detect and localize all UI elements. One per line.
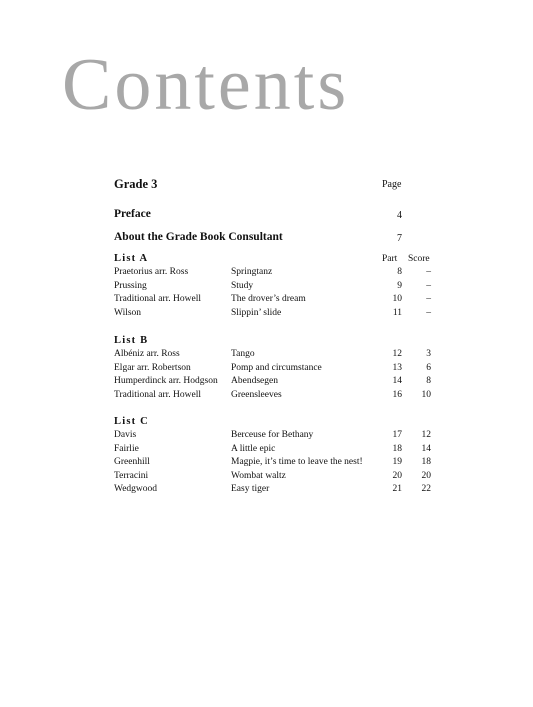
piece-row[interactable] [114,308,434,322]
list-heading: List C [114,416,149,427]
piece-row[interactable] [114,294,434,308]
piece-part-page: 10 [392,294,402,305]
piece-title: Slippin’ slide [231,307,282,318]
piece-title: Study [231,280,254,291]
piece-title: Wombat waltz [231,470,286,481]
piece-composer: Humperdinck arr. Hodgson [114,376,218,387]
preface-link[interactable]: Preface [114,208,151,220]
piece-title: Berceuse for Bethany [231,430,314,440]
piece-part-page: 20 [392,470,402,481]
piece-composer: Elgar arr. Robertson [114,362,191,373]
piece-composer: Prussing [114,280,147,291]
piece-score-page: – [426,280,431,291]
piece-composer: Albéniz arr. Ross [114,349,180,359]
piece-title: Easy tiger [231,484,270,495]
piece-row[interactable] [114,457,434,471]
list-heading: List B [114,335,149,346]
preface-page-number: 4 [397,210,402,221]
piece-part-page: 14 [392,376,402,387]
grade-heading: Grade 3 [114,177,158,191]
piece-score-page: 6 [426,362,431,373]
page-column-header: Page [382,179,402,190]
piece-composer: Praetorius arr. Ross [114,267,189,277]
page-title: Contents [62,44,350,126]
piece-score-page: 12 [421,430,431,440]
piece-score-page: 20 [421,470,431,481]
piece-score-page: 10 [421,389,431,400]
piece-part-page: 11 [392,307,402,318]
piece-part-page: 9 [397,280,402,291]
piece-score-page: – [426,294,431,305]
score-column-header: Score [408,254,430,264]
piece-score-page: 3 [426,349,431,359]
piece-title: Pomp and circumstance [231,362,322,373]
piece-row[interactable] [114,484,434,498]
piece-composer: Davis [114,430,137,440]
piece-title: Magpie, it’s time to leave the nest! [231,457,363,468]
piece-composer: Fairlie [114,443,139,454]
list-heading: List A [114,253,149,264]
consultant-link[interactable]: About the Grade Book Consultant [114,231,283,243]
piece-score-page: 22 [421,484,431,495]
piece-row[interactable] [114,349,434,363]
piece-row[interactable] [114,430,434,444]
piece-composer: Terracini [114,470,149,481]
piece-row[interactable] [114,376,434,390]
piece-title: Springtanz [231,267,273,277]
piece-part-page: 18 [392,443,402,454]
piece-part-page: 13 [392,362,402,373]
piece-composer: Traditional arr. Howell [114,389,201,400]
piece-composer: Wedgwood [114,484,158,495]
piece-title: Abendsegen [231,376,278,387]
piece-part-page: 16 [392,389,402,400]
piece-row[interactable] [114,444,434,458]
piece-composer: Traditional arr. Howell [114,294,201,305]
piece-composer: Greenhill [114,457,150,468]
piece-title: The drover’s dream [231,294,306,305]
piece-part-page: 21 [392,484,402,495]
piece-title: A little epic [231,443,276,454]
piece-row[interactable] [114,390,434,404]
piece-part-page: 8 [397,267,402,277]
piece-score-page: 18 [421,457,431,468]
consultant-page-number: 7 [397,233,402,244]
piece-score-page: – [426,307,431,318]
piece-score-page: 14 [421,443,431,454]
piece-row[interactable] [114,267,434,281]
piece-title: Greensleeves [231,389,282,400]
piece-composer: Wilson [114,307,142,318]
part-column-header: Part [382,254,398,264]
piece-part-page: 12 [392,349,402,359]
piece-part-page: 17 [392,430,402,440]
piece-row[interactable] [114,471,434,485]
piece-score-page: – [426,267,431,277]
piece-row[interactable] [114,281,434,295]
piece-score-page: 8 [426,376,431,387]
piece-title: Tango [231,349,255,359]
piece-row[interactable] [114,363,434,377]
piece-part-page: 19 [392,457,402,468]
